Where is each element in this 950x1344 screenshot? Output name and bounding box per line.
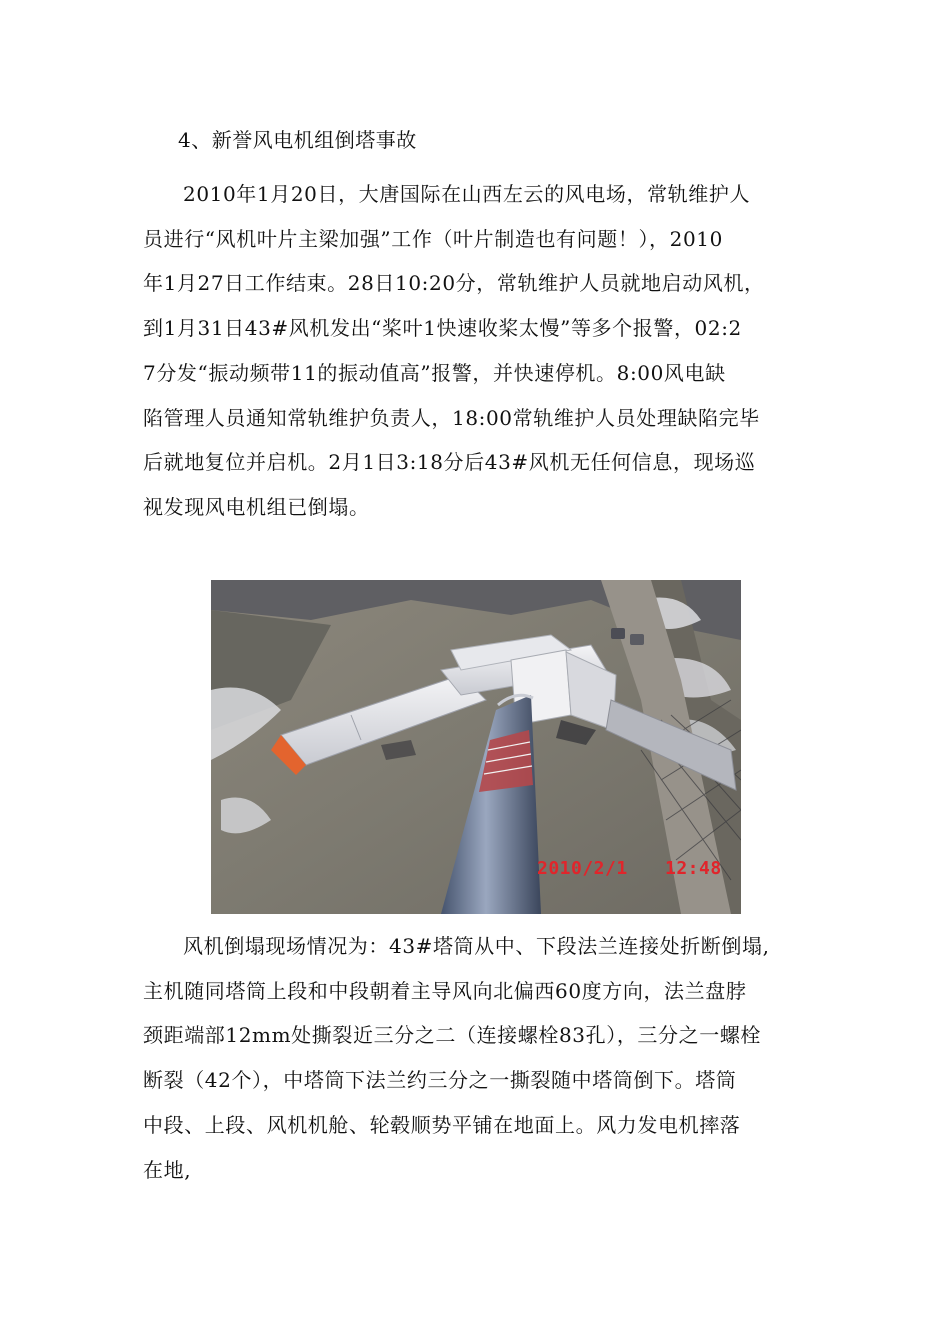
text-line: 陷管理人员通知常轨维护负责人，18:00常轨维护人员处理缺陷完毕 — [143, 405, 760, 430]
section-heading: 4、新誉风电机组倒塔事故 — [178, 128, 417, 152]
paragraph-site-situation — [143, 924, 813, 1192]
text-line: 在地, — [143, 1157, 192, 1182]
text-line: 主机随同塔筒上段和中段朝着主导风向北偏西60度方向，法兰盘脖 — [143, 978, 747, 1003]
collapsed-turbine-photo — [211, 580, 741, 914]
text-line: 年1月27日工作结束。28日10:20分，常轨维护人员就地启动风机， — [143, 271, 765, 296]
text-line: 中段、上段、风机机舱、轮毂顺势平铺在地面上。风力发电机摔落 — [143, 1112, 741, 1137]
text-line: 视发现风电机组已倒塌。 — [143, 494, 370, 519]
photo-timestamp-date: 2010/2/1 — [537, 858, 628, 879]
text-line: 颈距端部12mm处撕裂近三分之二（连接螺栓83孔），三分之一螺栓 — [143, 1023, 762, 1048]
photo-timestamp-time: 12:48 — [665, 858, 722, 879]
text-line: 断裂（42个），中塔筒下法兰约三分之一撕裂随中塔筒倒下。塔筒 — [143, 1068, 737, 1093]
text-line: 7分发“振动频带11的振动值高”报警，并快速停机。8:00风电缺 — [143, 360, 726, 385]
text-line: 风机倒塌现场情况为：43#塔筒从中、下段法兰连接处折断倒塌, — [183, 934, 770, 958]
text-line: 2010年1月20日，大唐国际在山西左云的风电场，常轨维护人 — [183, 182, 751, 206]
text-line: 员进行“风机叶片主梁加强”工作（叶片制造也有问题！），2010 — [143, 226, 723, 251]
text-line: 后就地复位并启机。2月1日3:18分后43#风机无任何信息，现场巡 — [143, 450, 756, 475]
text-line: 到1月31日43#风机发出“桨叶1快速收桨太慢”等多个报警，02:2 — [143, 316, 742, 341]
paragraph-incident-description — [143, 172, 813, 530]
